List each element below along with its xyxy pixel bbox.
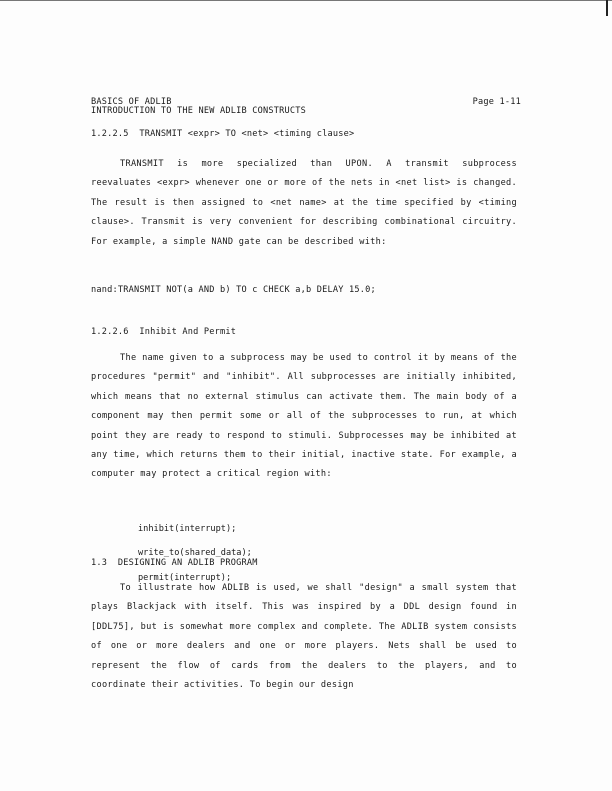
section-1226-heading: 1.2.2.6 Inhibit And Permit [91,327,237,337]
section-1225-heading: 1.2.2.5 TRANSMIT <expr> TO <net> <timing clause> [91,129,355,139]
top-edge-line [0,0,612,1]
corner-mark [606,0,608,16]
code-line: write_to(shared_data); [138,548,252,559]
section-1225-paragraph: TRANSMIT is more specialized than UPON. A transmit subprocess reevaluates <expr> whenever one or more of the nets in <net list> is changed. The result is then assigned to <net name> at the time specified by <timing clause>. Transmit is very convenient for describing combinational circuitry. For example, a simple NAND gate can be described with: [91,159,517,247]
section-13-paragraph: To illustrate how ADLIB is used, we shall "design" a small system that plays Blackjack with itself. This was inspired by a DDL design found in [DDL75], but is somewhat more complex and complete. The ADLIB system consists of one or more dealers and one or more players. Nets shall be used to represent the flow of cards from the dealers to the players, and to coordinate their activities. To begin our design [91,583,517,691]
nand-code-line: nand:TRANSMIT NOT(a AND b) TO c CHECK a,b DELAY 15.0; [91,285,376,295]
header-title: BASICS OF ADLIB [91,97,172,107]
header-subtitle: INTRODUCTION TO THE NEW ADLIB CONSTRUCTS [91,106,306,116]
code-line: permit(interrupt); [138,573,232,584]
code-line: inhibit(interrupt); [138,523,237,534]
section-13-heading: 1.3 DESIGNING AN ADLIB PROGRAM [91,558,258,568]
page-number: Page 1-11 [472,97,521,107]
section-1226-paragraph: The name given to a subprocess may be used to control it by means of the procedures "permit" and "inhibit". All subprocesses are initially inhibited, which means that no external stimulus can activate them. The main body of a component may then permit some or all of the subprocesses to run, at which point they are ready to respond to stimuli. Subprocesses may be inhibited at any time, which returns them to their initial, inactive state. For example, a computer may protect a critical region with: [91,353,517,480]
page-header [91,98,521,116]
